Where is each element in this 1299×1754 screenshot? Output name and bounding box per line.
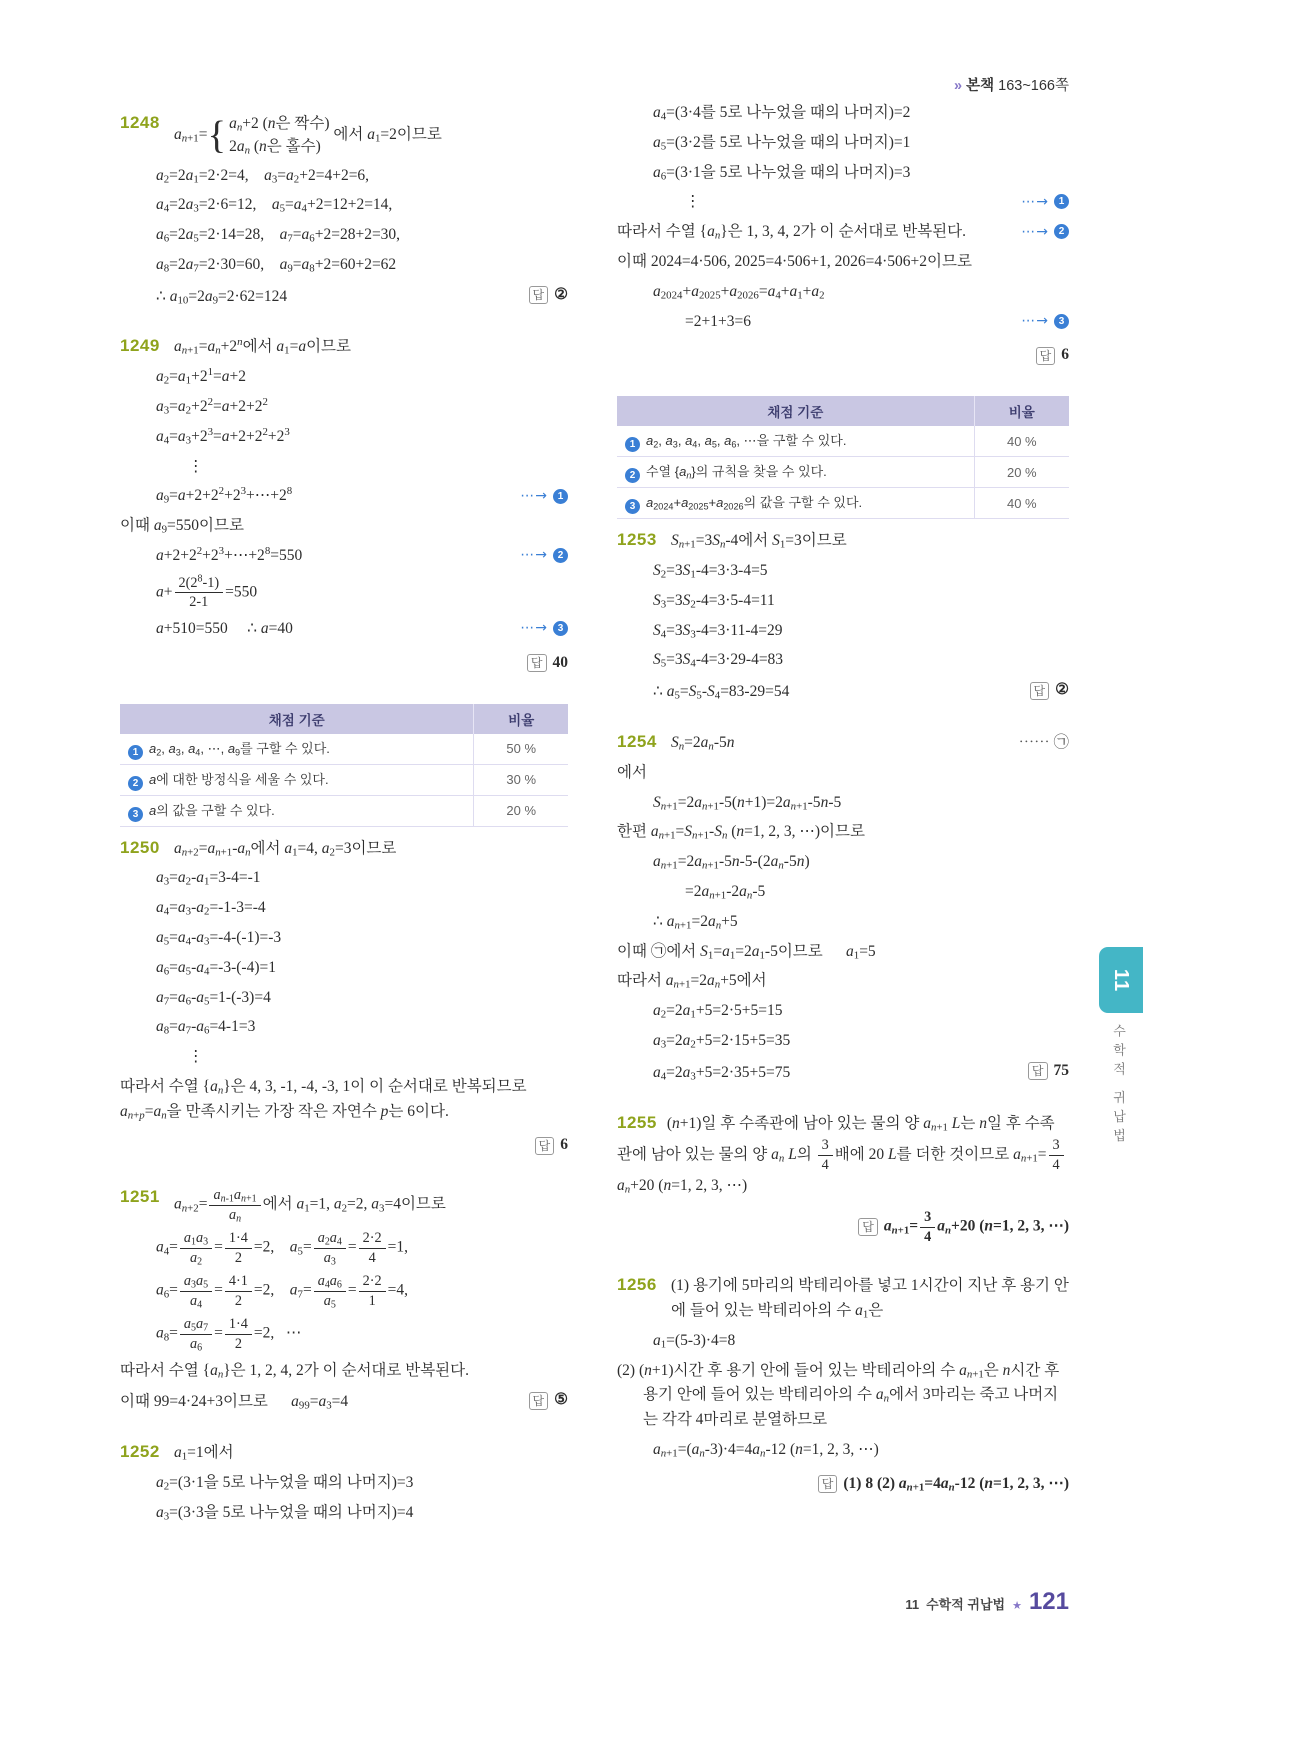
answer-box-label: 답 (1036, 347, 1056, 365)
fraction: $\frac{a_4a_6}{a_5}$ (314, 1272, 346, 1310)
step-number-badge: 3 (128, 807, 143, 822)
grading-criteria (120, 704, 568, 827)
answer-line (120, 1133, 568, 1160)
problem-number: 1251 (120, 1187, 160, 1207)
footer-chapter-title: 수학적 귀납법 (926, 1597, 1006, 1612)
line-text: $a_{n+1}=(a_n-3)\cdot 4=4a_n-12$ (n=1, 2, 3, ⋯) (653, 1441, 879, 1460)
solution-line (617, 820, 1069, 845)
problem-statement: $S_n=2a_n-5n$ (671, 733, 735, 753)
answer-value: ② (554, 285, 568, 303)
fraction: $\frac{4\cdot 1}{2}$ (225, 1272, 252, 1310)
solution-line (120, 484, 568, 509)
dotted-arrow-icon: ⋯→ (1021, 193, 1049, 210)
step-number-badge: 1 (625, 437, 640, 452)
reference-book-label: 본책 (966, 78, 995, 94)
chapter-tab-title: 수학적 귀납법 (1111, 1024, 1126, 1148)
solution-line (617, 678, 1069, 705)
line-text: ⋮ (188, 1048, 204, 1066)
solution-line (120, 193, 568, 218)
fraction: $\frac{2\cdot 2}{4}$ (359, 1229, 386, 1267)
grading-table (120, 704, 568, 827)
problem-1254 (617, 731, 1069, 1086)
criteria-text (617, 488, 974, 519)
answer-value: 6 (1061, 346, 1069, 364)
step-number-badge: 2 (625, 468, 640, 483)
solution-line (120, 1272, 568, 1310)
step-marker (1021, 191, 1069, 215)
fraction: $\frac{a_1a_3}{a_2}$ (180, 1229, 212, 1267)
answer-value: ② (1055, 681, 1069, 699)
fraction: $\frac{a_3a_5}{a_4}$ (180, 1272, 212, 1310)
line-text: ∴ $a_{n+1}=2a_n+5$ (653, 912, 738, 932)
fraction: $\frac{1\cdot 4}{2}$ (225, 1229, 252, 1267)
solution-line (617, 850, 1069, 875)
solution-line (617, 969, 1069, 994)
line-text: $a_3=2a_2+5=2\cdot 15+5=35$ (653, 1031, 791, 1051)
step-marker (520, 617, 568, 641)
answer (529, 1388, 569, 1415)
solution-line (120, 164, 568, 189)
criteria-text (120, 764, 474, 795)
line-text: $a_4=2a_3=2\cdot 6=12$, $a_5=a_4+2=12+2=14$, (156, 196, 393, 215)
solution-line (617, 280, 1069, 305)
solution-line (120, 1359, 568, 1384)
problem-statement: $a_{n+2}=a_{n+1}-a_n$에서 $a_1=4$, $a_2=3$이므로 (174, 839, 397, 859)
answer-value: $a_{n+1}=$ $\frac{3}{4}$ $a_n+20$ (n=1, 2, 3, ⋯) (883, 1209, 1069, 1245)
solution-line (120, 1229, 568, 1267)
star-icon: ★ (1012, 1600, 1022, 1612)
line-text: $S_5=3S_4-4=3\cdot 29-4=83$ (653, 651, 784, 671)
solution-line (617, 910, 1069, 935)
reference-pages: 163~166쪽 (998, 78, 1069, 94)
grading-table (617, 396, 1069, 519)
solution-line (120, 1471, 568, 1496)
problem-number: 1249 (120, 336, 160, 356)
line-text: 이때 2024=4·506, 2025=4·506+1, 2026=4·506+2이므로 (617, 252, 972, 270)
line-text: $a_3=a_2-a_1=3-4=-1$ (156, 869, 261, 889)
answer (1030, 678, 1070, 705)
problem-statement: $a_1=1$에서 (174, 1444, 234, 1463)
page-number: 121 (1028, 1588, 1069, 1615)
line-text: $a_7=a_6-a_5=1-(-3)=4$ (156, 988, 271, 1008)
criteria-ratio: 20 % (474, 795, 568, 826)
fraction: $\frac{2\cdot 2}{1}$ (359, 1272, 386, 1310)
criteria-header: 채점 기준 (120, 704, 474, 734)
step-number-badge: 1 (1054, 194, 1069, 209)
left-column (120, 112, 568, 1552)
line-text: a+510=550 ∴ a=40 (156, 619, 293, 637)
line-text: $S_{n+1}=2a_{n+1}-5(n+1)=2a_{n+1}-5n-5$ (653, 793, 842, 813)
dotted-arrow-icon: ⋯→ (1021, 223, 1049, 240)
table-header-row (120, 704, 568, 734)
solution-continuation (617, 101, 1069, 370)
chapter-side-tab (1099, 947, 1143, 1013)
problem-head (120, 335, 568, 360)
solution-line (617, 999, 1069, 1024)
piecewise-cases: { $a_n+2$ (n은 짝수) $2a_n$ (n은 홀수) (207, 113, 330, 157)
line-text: (2) (n+1)시간 후 용기 안에 들어 있는 박테리아의 수 $a_{n+1}$은 n시간 후 용기 안에 들어 있는 박테리아의 수 $a_n$에서 3마리는 죽고 나머지는 각각 4마리로 분열하므로 (617, 1361, 1064, 1429)
solution-line (617, 1029, 1069, 1054)
line-text: $a_2=2a_1=2\cdot 2=4$, $a_3=a_2+2=4+2=6$, (156, 166, 370, 186)
line-text: 이때 99=4·24+3이므로 $a_{99}=a_3=4$ (120, 1393, 349, 1413)
solution-line (120, 1501, 568, 1526)
line-text: $a+2+2^2+2^3+\cdots+2^8=550$ (156, 545, 303, 565)
problem-1253 (617, 529, 1069, 705)
line-text: $a_5=a_4-a_3=-4-(-1)=-3$ (156, 928, 282, 948)
criteria-row (617, 488, 1069, 519)
problem-head (617, 529, 1069, 554)
line-text: $a_5=(3\cdot 2$를 5로 나누었을 때의 나머지)=1 (653, 133, 911, 153)
solution-line (120, 1045, 568, 1070)
solution-line (120, 866, 568, 891)
answer (529, 283, 569, 310)
fraction: $\frac{a_2a_4}{a_3}$ (314, 1229, 346, 1267)
line-text: $a_4=$ $\frac{a_1a_3}{a_2}$ = $\frac{1\cdot 4}{2}$ =2, $a_5=$ $\frac{a_2a_4}{a_3}$ = $\frac{2\cdot 2}{4}$ =1, (156, 1230, 409, 1268)
solution-line (617, 880, 1069, 905)
problem-head (120, 112, 568, 159)
line-text: 따라서 $a_{n+1}=2a_n+5$에서 (617, 972, 767, 992)
criteria-row (120, 795, 568, 826)
criteria-ratio: 30 % (474, 764, 568, 795)
solution-line (120, 223, 568, 248)
solution-line (120, 956, 568, 981)
line-text: $=2a_{n+1}-2a_n-5$ (685, 882, 766, 902)
problem-1256 (617, 1274, 1069, 1498)
step-number-badge: 2 (1054, 224, 1069, 239)
answer (1028, 1059, 1069, 1086)
solution-line (120, 986, 568, 1011)
line-text: $a_6=$ $\frac{a_3a_5}{a_4}$ = $\frac{4\cdot 1}{2}$ =2, $a_7=$ $\frac{a_4a_6}{a_5}$ = $\frac{2\cdot 2}{1}$ =4, (156, 1273, 409, 1311)
answer-value: 40 (552, 653, 568, 671)
answer-box-label: 답 (527, 654, 547, 672)
criteria-text (120, 734, 474, 765)
solution-line (617, 310, 1069, 335)
criteria-text (617, 457, 974, 488)
line-text: $a_3=a_2+2^2=a+2+2^2$ (156, 396, 268, 417)
dotted-arrow-icon: ⋯→ (1021, 312, 1049, 329)
problem-1248 (120, 112, 568, 309)
dotted-arrow-icon: ⋯→ (520, 547, 548, 564)
line-text: 따라서 수열 $\{a_n\}$은 1, 3, 4, 2가 이 순서대로 반복된다. (617, 223, 967, 242)
line-text: $a_{2024}+a_{2025}+a_{2026}=a_4+a_1+a_2$ (653, 282, 825, 302)
criteria-label: a에 대한 방정식을 세울 수 있다. (149, 771, 329, 787)
solution-line (120, 1075, 568, 1125)
problem-statement: $a_{n+2}=$ $\frac{a_{n-1}a_{n+1}}{a_n}$ 에서 $a_1=1$, $a_2=2$, $a_3=4$이므로 (174, 1187, 446, 1225)
line-text: $a_8=a_7-a_6=4-1=3$ (156, 1018, 256, 1037)
problem-head (617, 731, 1069, 756)
criteria-ratio: 40 % (974, 426, 1069, 457)
line-text: 이때 $a_9=550$이므로 (120, 517, 244, 536)
solution-line (617, 1059, 1069, 1086)
criteria-label: $a_2$, $a_3$, $a_4$, $a_5$, $a_6$, ⋯을 구할 수 있다. (646, 433, 847, 450)
step-marker (1021, 310, 1069, 334)
problem-statement: (n+1)일 후 수족관에 남아 있는 물의 양 $a_{n+1}$ L는 n일 후 수족관에 남아 있는 물의 양 $a_n$ L의 $\frac{3}{4}$ 배에 20 L를 더한 것이므로 $a_{n+1}=$ $\frac{3}{4}$ $a_n+20$ (n=1, 2, 3, ⋯) (617, 1115, 1066, 1195)
criteria-row (617, 426, 1069, 457)
answer (1036, 343, 1069, 370)
line-text: $a_6=a_5-a_4=-3-(-4)=1$ (156, 958, 276, 978)
answer (535, 1133, 568, 1160)
line-text: $a_1=(5-3)\cdot 4=8$ (653, 1331, 736, 1351)
line-text: $a_6=2a_5=2\cdot 14=28$, $a_7=a_6+2=28+2=30$, (156, 226, 401, 245)
answer-box-label: 답 (818, 1475, 838, 1493)
line-text: ⋮ (685, 193, 701, 211)
problem-1249 (120, 335, 568, 677)
step-number-badge: 2 (128, 776, 143, 791)
step-marker (520, 544, 568, 568)
solution-line (617, 619, 1069, 644)
problem-1255 (617, 1112, 1069, 1249)
answer-box-label: 답 (529, 1392, 549, 1410)
footer-chapter-number: 11 (905, 1597, 920, 1612)
step-number-badge: 2 (553, 548, 568, 563)
line-text: $a_2=(3\cdot 1$을 5로 나누었을 때의 나머지)=3 (156, 1473, 414, 1493)
solution-line (120, 253, 568, 278)
problem-number: 1252 (120, 1442, 160, 1462)
fraction: $\frac{3}{4}$ (818, 1136, 833, 1174)
criteria-label: 수열 $\{a_n\}$의 규칙을 찾을 수 있다. (646, 464, 827, 481)
solution-line (120, 617, 568, 642)
solution-line (120, 896, 568, 921)
solution-line (617, 1438, 1069, 1463)
answer-box-label: 답 (1028, 1062, 1048, 1080)
problem-head (617, 1112, 1069, 1200)
line-text: $a_2=a_1+2^1=a+2$ (156, 366, 247, 387)
grading-criteria (617, 396, 1069, 519)
problem-statement: $a_{n+1}=$ { $a_n+2$ (n은 짝수) $2a_n$ (n은 홀수) 에서 $a_1=2$이므로 (174, 113, 442, 157)
criteria-ratio: 20 % (974, 457, 1069, 488)
line-text: =2+1+3=6 (685, 312, 751, 330)
line-text: 따라서 수열 $\{a_n\}$은 1, 2, 4, 2가 이 순서대로 반복된다. (120, 1361, 470, 1381)
solution-line (120, 283, 568, 310)
problem-1252 (120, 1441, 568, 1525)
answer-value: 75 (1053, 1061, 1069, 1079)
problem-1251 (120, 1186, 568, 1415)
solution-line (617, 1329, 1069, 1354)
solution-line (617, 761, 1069, 786)
criteria-text (617, 426, 974, 457)
fraction: $\frac{3}{4}$ (920, 1208, 935, 1246)
solution-line (120, 455, 568, 480)
criteria-ratio: 50 % (474, 734, 568, 765)
line-text: $a_4=a_3-a_2=-1-3=-4$ (156, 899, 266, 918)
line-text: $a_8=$ $\frac{a_5a_7}{a_6}$ = $\frac{1\cdot 4}{2}$ =2, ⋯ (156, 1316, 302, 1354)
line-text: ⋮ (188, 457, 204, 475)
answer-box-label: 답 (535, 1137, 555, 1155)
solution-line (120, 1388, 568, 1415)
fraction: $\frac{a_{n-1}a_{n+1}}{a_n}$ (209, 1186, 260, 1224)
solution-line (120, 926, 568, 951)
problem-number: 1250 (120, 837, 160, 857)
answer-value: (1) 8 (2) $a_{n+1}=4a_n-12$ (n=1, 2, 3, ⋯) (843, 1474, 1069, 1494)
line-text: $a_6=(3\cdot 1$을 5로 나누었을 때의 나머지)=3 (653, 163, 911, 183)
criteria-label: $a_{2024}+a_{2025}+a_{2026}$의 값을 구할 수 있다. (646, 495, 863, 512)
solution-line (120, 1015, 568, 1040)
line-text: $a_8=2a_7=2\cdot 30=60$, $a_9=a_8+2=60+2=62$ (156, 255, 397, 275)
answer-value: 6 (560, 1136, 568, 1154)
line-text: $S_4=3S_3-4=3\cdot 11-4=29$ (653, 621, 783, 641)
solution-line (617, 220, 1069, 245)
problem-number: 1255 (617, 1112, 657, 1132)
table-header-row (617, 396, 1069, 426)
fraction: $\frac{3}{4}$ (1049, 1136, 1064, 1174)
solution-line (617, 161, 1069, 186)
answer-line (617, 1472, 1069, 1499)
dotted-arrow-icon: ⋯→ (520, 487, 548, 504)
solution-line (617, 131, 1069, 156)
answer (818, 1472, 1069, 1499)
answer-box-label: 답 (858, 1218, 878, 1236)
step-number-badge: 1 (553, 489, 568, 504)
solution-line (120, 425, 568, 450)
line-text: $a_4=(3\cdot 4$를 5로 나누었을 때의 나머지)=2 (653, 104, 911, 123)
solution-line (120, 365, 568, 390)
criteria-row (120, 764, 568, 795)
fraction: $\frac{a_5a_7}{a_6}$ (180, 1315, 212, 1353)
line-text: 이때 ㉠에서 $S_1=a_1=2a_1-5$이므로 $a_1=5$ (617, 942, 876, 962)
fraction: $\frac{2(2^8-1)}{2-1}$ (175, 574, 224, 612)
line-text: 한편 $a_{n+1}=S_{n+1}-S_n$ (n=1, 2, 3, ⋯)이므로 (617, 823, 865, 843)
answer-line (617, 1208, 1069, 1248)
solution-line (617, 190, 1069, 215)
line-text: $S_2=3S_1-4=3\cdot 3-4=5$ (653, 561, 768, 581)
step-marker (520, 485, 568, 509)
line-text: 따라서 수열 $\{a_n\}$은 4, 3, -1, -4, -3, 1이 이 순서대로 반복되므로 $a_{n+p}=a_n$을 만족시키는 가장 작은 자연수 p는 6이다. (120, 1077, 531, 1122)
ratio-header: 비율 (974, 396, 1069, 426)
problem-number: 1253 (617, 530, 657, 550)
chevron-right-icon: » (954, 78, 963, 94)
solution-line (120, 514, 568, 539)
step-number-badge: 3 (553, 621, 568, 636)
problem-number: 1256 (617, 1275, 657, 1295)
solution-line (617, 791, 1069, 816)
line-text: 에서 (617, 763, 647, 781)
solution-line (617, 589, 1069, 614)
criteria-row (617, 457, 1069, 488)
answer-box-label: 답 (529, 286, 549, 304)
problem-head (120, 1186, 568, 1224)
solution-line (617, 101, 1069, 126)
answer (527, 651, 568, 678)
answer (858, 1208, 1069, 1248)
solution-line (120, 1315, 568, 1353)
line-text: $a_4=a_3+2^3=a+2+2^2+2^3$ (156, 425, 290, 447)
page-reference (567, 74, 1069, 95)
answer-box-label: 답 (1030, 682, 1050, 700)
solution-line (120, 395, 568, 420)
right-column (617, 96, 1069, 1525)
problem-statement: $a_{n+1}=a_n+2^n$에서 $a_1=a$이므로 (174, 336, 351, 358)
criteria-label: a의 값을 구할 수 있다. (149, 802, 275, 818)
fraction: $\frac{1\cdot 4}{2}$ (225, 1315, 252, 1353)
problem-statement: $S_{n+1}=3S_n-4$에서 $S_1=3$이므로 (671, 532, 847, 551)
line-text: ∴ $a_5=S_5-S_4=83-29=54$ (653, 683, 790, 702)
problem-number: 1254 (617, 731, 657, 751)
line-text: $a_9=a+2+2^2+2^3+\cdots+2^8$ (156, 485, 293, 507)
criteria-text (120, 795, 474, 826)
step-number-badge: 3 (1054, 314, 1069, 329)
problem-1250 (120, 837, 568, 1161)
page-footer (567, 1588, 1069, 1616)
answer-line (120, 651, 568, 678)
solution-line (120, 544, 568, 569)
line-text: $S_3=3S_2-4=3\cdot 5-4=11$ (653, 591, 775, 611)
solution-line (617, 648, 1069, 673)
step-number-badge: 1 (128, 745, 143, 760)
line-text: a+ $\frac{2(2^8-1)}{2-1}$ =550 (156, 573, 258, 611)
criteria-ratio: 40 % (974, 488, 1069, 519)
solution-line (617, 250, 1069, 275)
solution-line (120, 574, 568, 612)
dotted-arrow-icon: ⋯→ (520, 620, 548, 637)
criteria-label: $a_2$, $a_3$, $a_4$, ⋯, $a_9$를 구할 수 있다. (149, 740, 330, 757)
chapter-tab-number: 11 (1110, 968, 1133, 992)
line-text: $a_4=2a_3+5=2\cdot 35+5=75$ (653, 1063, 791, 1083)
step-number-badge: 3 (625, 499, 640, 514)
reference-mark: ⋯⋯ ㉠ (1018, 733, 1069, 751)
solution-line (617, 559, 1069, 584)
line-text: $a_{n+1}=2a_{n+1}-5n-5-(2a_n-5n)$ (653, 853, 810, 872)
solution-line (617, 940, 1069, 965)
answer-value: ⑤ (554, 1391, 568, 1409)
problem-statement: (1) 용기에 5마리의 박테리아를 넣고 1시간이 지난 후 용기 안에 들어 있는 박테리아의 수 $a_1$은 (671, 1277, 1069, 1321)
ratio-header: 비율 (474, 704, 568, 734)
answer-line (617, 343, 1069, 370)
problem-number: 1248 (120, 113, 160, 132)
solution-line (617, 1359, 1069, 1433)
problem-head (617, 1274, 1069, 1324)
criteria-row (120, 734, 568, 765)
step-marker (1021, 221, 1069, 245)
line-text: ∴ $a_{10}=2a_9=2\cdot 62=124$ (156, 287, 288, 307)
problem-head (120, 837, 568, 862)
criteria-header: 채점 기준 (617, 396, 974, 426)
line-text: $a_3=(3\cdot 3$을 5로 나누었을 때의 나머지)=4 (156, 1503, 414, 1523)
problem-head (120, 1441, 568, 1466)
line-text: $a_2=2a_1+5=2\cdot 5+5=15$ (653, 1002, 783, 1021)
